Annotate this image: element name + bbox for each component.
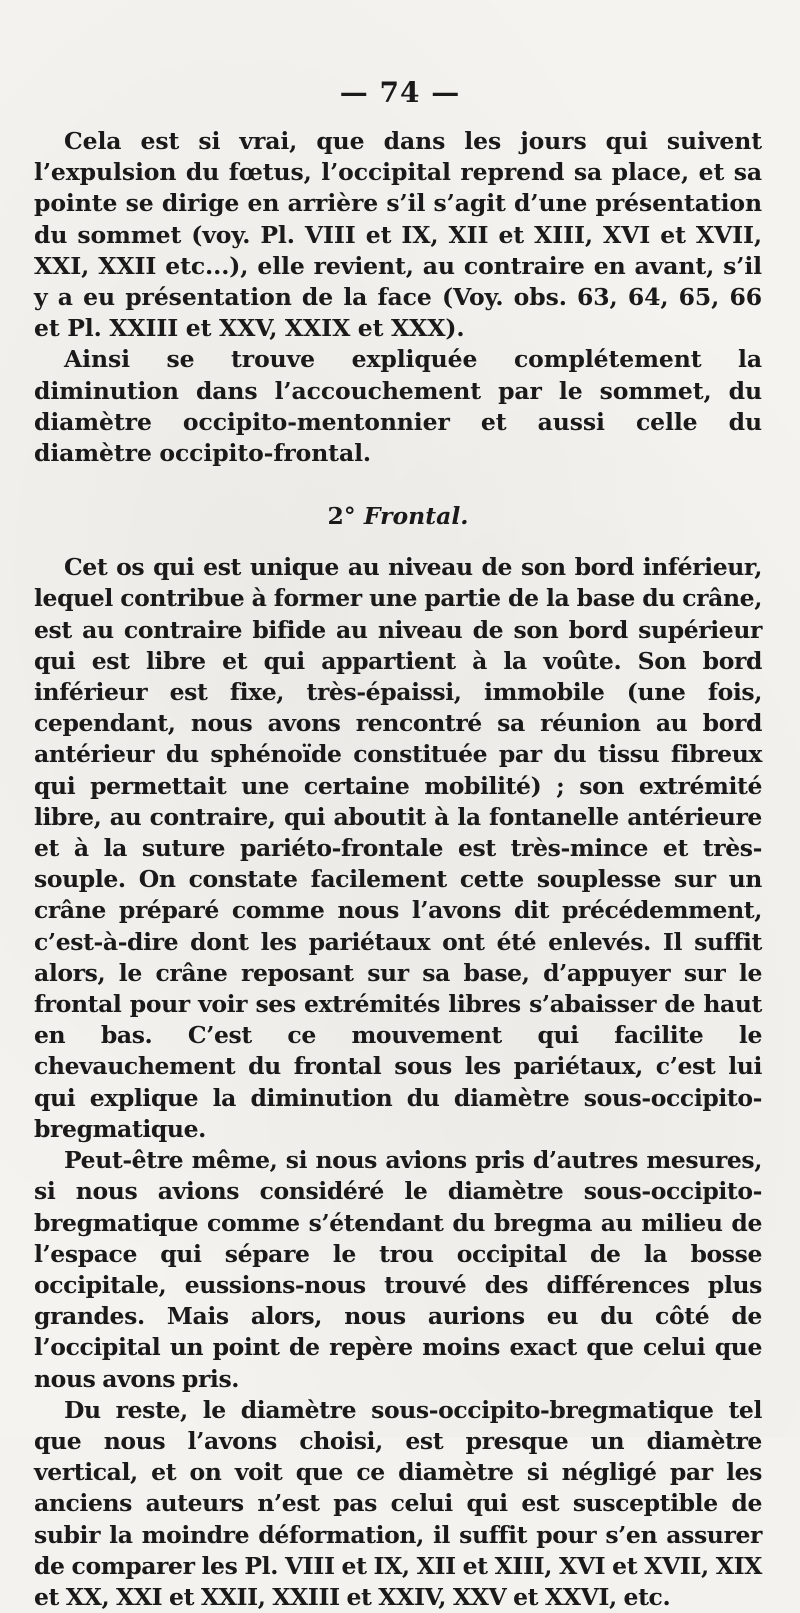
section-heading [34,501,762,532]
section-number: 2° [327,502,356,531]
paragraph-5: Du reste, le diamètre sous-occipito-bregmatique tel que nous l’avons choisi, est presque un diamètre vertical, et on voit que ce diamètre si négligé par les anciens auteurs n’est pas celui qui est susceptible de subir la moindre déformation, il suffit pour s’en assurer de comparer les Pl. VIII et IX, XII et XIII, XVI et XVII, XIX et XX, XXI et XXII, XXIII et XXIV, XXV et XXVI, etc. [34,1395,762,1611]
paragraph-3: Cet os qui est unique au niveau de son bord inférieur, lequel contribue à former une partie de la base du crâne, est au contraire bifide au niveau de son bord supérieur qui est libre et qui appartient à la voûte. Son bord inférieur est fixe, très-épaissi, immobile (une fois, cependant, nous avons rencontré sa réunion au bord antérieur du sphénoïde constituée par du tissu fibreux qui permettait une certaine mobilité) ; son extrémité libre, au contraire, qui aboutit à la fontanelle antérieure et à la suture pariéto-frontale est très-mince et très-souple. On constate facilement cette souplesse sur un crâne préparé comme nous l’avons dit précédemment, c’est-à-dire dont les pariétaux ont été enlevés. Il suffit alors, le crâne reposant sur sa base, d’appuyer sur le frontal pour voir ses extrémités libres s’abaisser de haut en bas. C’est ce mouvement qui facilite le chevauchement du frontal sous les pariétaux, c’est lui qui explique la diminution du diamètre sous-occipito-bregmatique. [34,553,762,1143]
page-number: — 74 — [339,76,461,109]
paragraph-1: Cela est si vrai, que dans les jours qui suivent l’expulsion du fœtus, l’occipital reprend sa place, et sa pointe se dirige en arrière s’il s’agit d’une présentation du sommet (voy. Pl. VIII et IX, XII et XIII, XVI et XVII, XXI, XXII etc...), elle revient, au contraire en avant, s’il y a eu présentation de la face (Voy. obs. 63, 64, 65, 66 et Pl. XXIII et XXV, XXIX et XXX). [34,127,762,343]
paragraph-4: Peut-être même, si nous avions pris d’autres mesures, si nous avions considéré le diamètre sous-occipito-bregmatique comme s’étendant du bregma au milieu de l’espace qui sépare le trou occipital de la bosse occipitale, eussions-nous trouvé des différences plus grandes. Mais alors, nous aurions eu du côté de l’occipital un point de repère moins exact que celui que nous avons pris. [34,1146,762,1393]
section-title: Frontal. [363,502,469,531]
body-text [34,126,762,1613]
paragraph-2: Ainsi se trouve expliquée complétement la diminution dans l’accouchement par le sommet, du diamètre occipito-mentonnier et aussi celle du diamètre occipito-frontal. [34,345,762,468]
